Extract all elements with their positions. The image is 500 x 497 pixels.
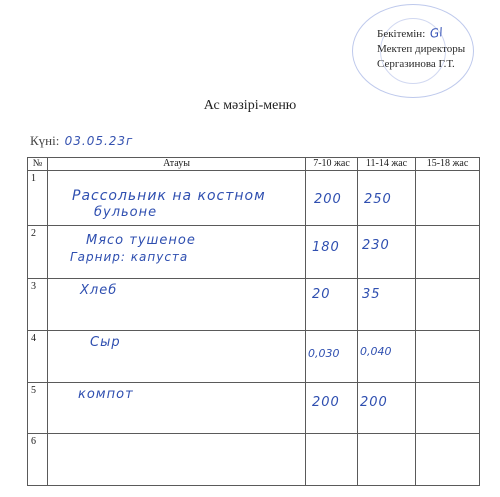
date-label: Күні: (30, 133, 60, 148)
header-age-11-14: 11-14 жас (358, 158, 416, 171)
dish-name-line: компот (78, 387, 134, 402)
portion-7-10 (306, 383, 358, 434)
director-position: Мектеп директоры (377, 43, 466, 55)
row-number: 1 (28, 171, 48, 226)
portion-7-10 (306, 279, 358, 331)
row-number: 2 (28, 226, 48, 279)
row-number: 4 (28, 331, 48, 383)
portion-value: 200 (312, 395, 340, 410)
header-number: № (28, 158, 48, 171)
portion-11-14 (358, 279, 416, 331)
table-row (28, 171, 480, 226)
portion-value: 200 (360, 395, 388, 410)
portion-value: 250 (364, 192, 392, 207)
dish-name (48, 171, 306, 226)
table-row (28, 383, 480, 434)
director-name: Сергазинова Г.Т. (377, 58, 455, 70)
dish-name-line: Гарнир: капуста (70, 250, 189, 264)
dish-name (48, 331, 306, 383)
dish-name (48, 226, 306, 279)
table-row (28, 226, 480, 279)
portion-7-10 (306, 171, 358, 226)
portion-11-14 (358, 171, 416, 226)
dish-name (48, 434, 306, 486)
portion-value: 180 (312, 240, 340, 255)
portion-value: 0,030 (308, 347, 340, 360)
dish-name-line: Сыр (90, 335, 121, 350)
dish-name-line: Мясо тушеное (86, 233, 196, 248)
portion-15-18 (416, 383, 480, 434)
approval-block (377, 26, 465, 72)
portion-11-14 (358, 226, 416, 279)
dish-name (48, 383, 306, 434)
date-value: 03.05.23г (64, 134, 134, 148)
row-number: 3 (28, 279, 48, 331)
dish-name-line: Рассольник на костном (72, 188, 266, 204)
row-number: 5 (28, 383, 48, 434)
portion-value: 230 (362, 238, 390, 253)
dish-name (48, 279, 306, 331)
dish-name-line: Хлеб (80, 283, 118, 298)
header-age-7-10: 7-10 жас (306, 158, 358, 171)
portion-15-18 (416, 434, 480, 486)
menu-title: Ас мәзірі-меню (203, 98, 297, 113)
table-row (28, 279, 480, 331)
director-signature: Gl (429, 25, 444, 41)
portion-11-14 (358, 383, 416, 434)
portion-11-14 (358, 331, 416, 383)
portion-value: 20 (312, 287, 331, 302)
table-row (28, 331, 480, 383)
portion-11-14 (358, 434, 416, 486)
portion-15-18 (416, 226, 480, 279)
row-number: 6 (28, 434, 48, 486)
portion-value: 0,040 (360, 345, 392, 358)
header-age-15-18: 15-18 жас (416, 158, 480, 171)
table-header-row (28, 158, 480, 171)
portion-7-10 (306, 434, 358, 486)
portion-15-18 (416, 171, 480, 226)
table-row (28, 434, 480, 486)
portion-7-10 (306, 226, 358, 279)
portion-15-18 (416, 279, 480, 331)
header-name: Атауы (48, 158, 306, 171)
portion-7-10 (306, 331, 358, 383)
dish-name-line: бульоне (94, 205, 158, 220)
portion-value: 35 (362, 287, 381, 302)
menu-table (27, 157, 480, 486)
approved-label: Бекітемін: (377, 28, 426, 40)
portion-15-18 (416, 331, 480, 383)
date-row (30, 133, 133, 149)
portion-value: 200 (314, 192, 342, 207)
